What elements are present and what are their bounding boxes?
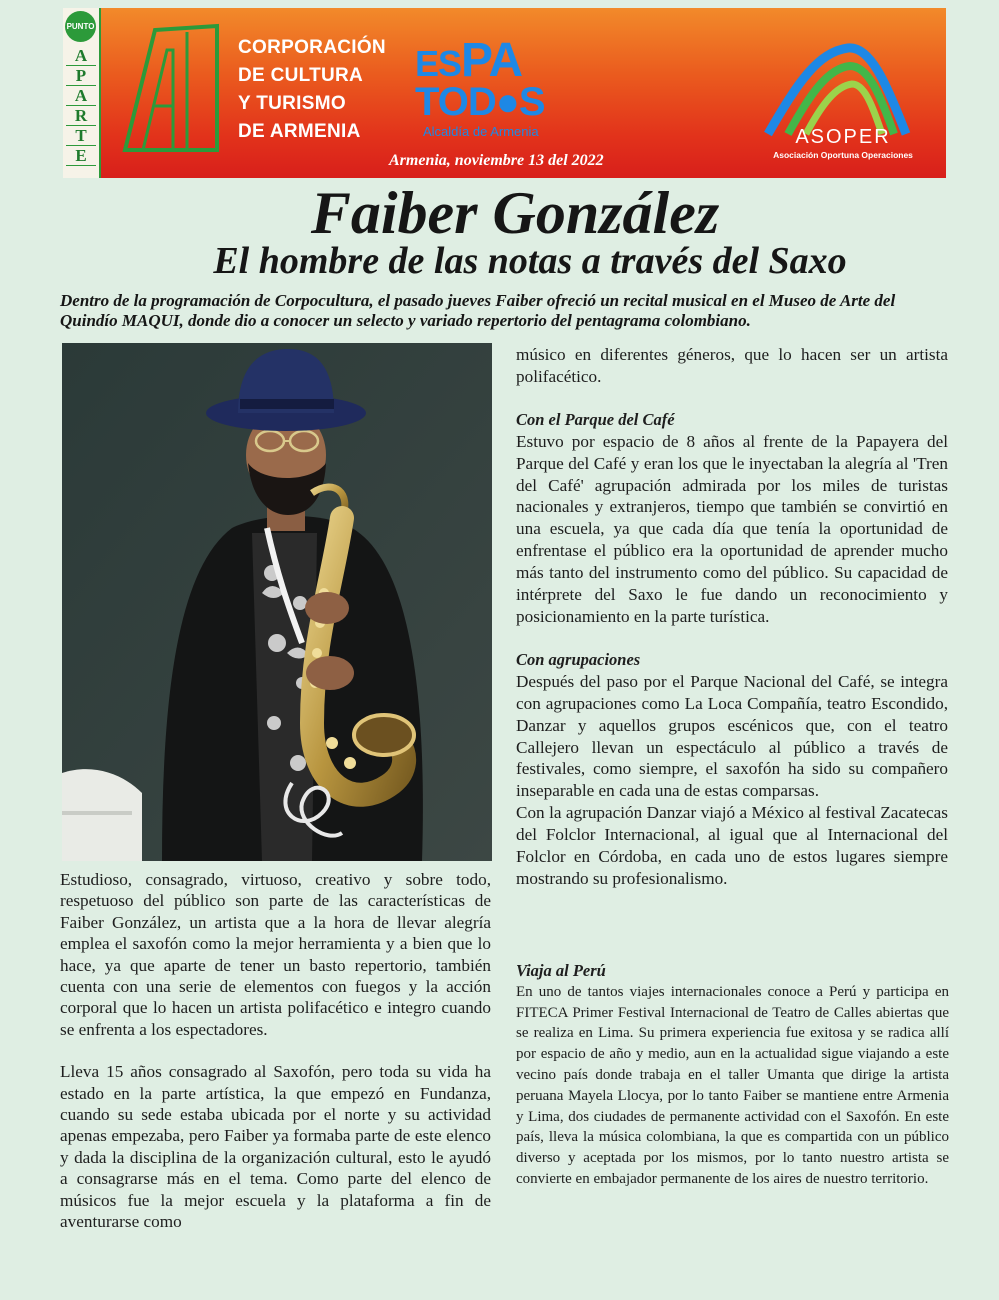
espa-logo-es: ES <box>415 43 462 84</box>
corp-line: CORPORACIÓN <box>238 37 386 58</box>
section-heading-parque-cafe: Con el Parque del Café <box>516 409 675 429</box>
espa-logo-pa: PA <box>461 34 523 87</box>
corporacion-a-logo-icon <box>121 22 221 152</box>
espa-logo-subtitle: Alcaldía de Armenia <box>423 124 539 139</box>
asoper-name: ASOPER <box>795 126 891 148</box>
asoper-subtitle: Asociación Oportuna Operaciones <box>773 150 913 160</box>
paragraph: Lleva 15 años consagrado al Saxofón, pero toda su vida ha estado en la parte artística, la que empezó en Fundanza, cuando su sede estaba ubicada por el norte y su actividad apenas empezaba, pero Faiber ya formaba parte de este elenco y dada la disciplina de la organización cultural, esto le ayudó a consagrarse más en el tema. Como parte del elenco de músicos fue la mejor escuela y la plataforma a fin de aventurarse como <box>60 1062 491 1232</box>
espa-todos-logo <box>415 34 595 152</box>
paragraph: En uno de tantos viajes internacionales conoce a Perú y participa en FITECA Primer Festival Internacional de Teatro de Calles abiertas que se realiza en Lima. Su primera experiencia fue exitosa y se radica allí por espacio de año y medio, aun en la actualidad sigue viajando a este vecino país donde trabaja en el taller Umanta que dirige la artista peruana Mayela Llocya, por lo tanto Faiber se mantiene entre Armenia y Lima, dos ciudades de permanente actividad con el Saxofón. En este país, lleva la música colombiana, la que es compartida con un público diverso y aceptada por los mismos, por lo tanto nuestro artista se convierte en embajador permanente de los aires de nuestro territorio. <box>516 983 949 1187</box>
article-title: Faiber González <box>310 180 720 246</box>
article-subtitle: El hombre de las notas a través del Saxo <box>213 240 847 282</box>
issue-date: Armenia, noviembre 13 del 2022 <box>389 152 604 169</box>
aparte-letter: R <box>66 106 96 126</box>
asoper-a-logo-icon <box>758 42 923 137</box>
paragraph: Estudioso, consagrado, virtuoso, creativo y sobre todo, respetuoso del público son parte de las características de Faiber González, un artista que a la hora de llevar alegría emplea el saxofón como la mejor herramienta y a bien que lo hace, ya que aparte de tener un basto repertorio, también cuenta con una serie de elementos con fuegos y la acción corporal que lo hacen un artista polifacético e integro cuando se enfrenta a los espectadores. <box>60 870 491 1039</box>
saxophonist-photo <box>62 343 492 861</box>
right-column-text-peru <box>516 961 949 1190</box>
corp-line: DE CULTURA <box>238 65 364 86</box>
section-heading-peru: Viaja al Perú <box>516 961 606 980</box>
aparte-vertical-letters <box>63 46 99 166</box>
paragraph: Después del paso por el Parque Nacional del Café, se integra con agrupaciones como La Loca Compañía, teatro Escondido, Danzar y aquellos grupos escénicos que, con el teatro Callejero llevan un espectáculo al público a través de festivales, como siempre, el saxofón ha sido su compañero inseparable en cada una de estas comparsas. <box>516 671 948 801</box>
aparte-letter: E <box>66 146 96 166</box>
right-column-text <box>516 344 948 890</box>
corp-line: DE ARMENIA <box>238 121 361 142</box>
aparte-letter: A <box>66 46 96 66</box>
espa-logo-line2: TOD●S <box>415 80 545 124</box>
corporacion-name <box>238 34 428 146</box>
paragraph: Estuvo por espacio de 8 años al frente de la Papayera del Parque del Café y eran los que le inyectaban la alegría al 'Tren del Café' agrupación admirada por los miles de turistas nacionales y extranjeros, tiempo que también se convirtió en una escuela, ya que cada día que tenía la oportunidad de enfrentase el público era la oportunidad de aprender mucho más tanto del instrumento como del público. Su capacidad de intérprete del Saxo le fue dando un reconocimiento y posicionamiento en la parte turística. <box>516 431 948 626</box>
paragraph: músico en diferentes géneros, que lo hacen ser un artista polifacético. <box>516 345 948 386</box>
paragraph: Con la agrupación Danzar viajó a México al festival Zacatecas del Folclor Internacional, al igual que al Internacional del Folclor en Córdoba, en cada uno de estos lugares siempre mostrando su profesionalismo. <box>516 803 948 888</box>
punto-aparte-tag <box>63 8 101 178</box>
aparte-letter: P <box>66 66 96 86</box>
corp-line: Y TURISMO <box>238 93 346 114</box>
left-column-text <box>60 869 491 1233</box>
section-heading-agrupaciones: Con agrupaciones <box>516 649 641 669</box>
header-banner <box>63 8 946 178</box>
saxophonist-illustration-icon <box>62 343 492 861</box>
punto-badge: PUNTO <box>65 11 96 42</box>
espa-logo-line1 <box>415 34 523 87</box>
aparte-letter: A <box>66 86 96 106</box>
aparte-letter: T <box>66 126 96 146</box>
article-lead: Dentro de la programación de Corpocultura, el pasado jueves Faiber ofreció un recital musical en el Museo de Arte del Quindío MAQUI, donde dio a conocer un selecto y variado repertorio del pentagrama colombiano. <box>60 291 896 330</box>
